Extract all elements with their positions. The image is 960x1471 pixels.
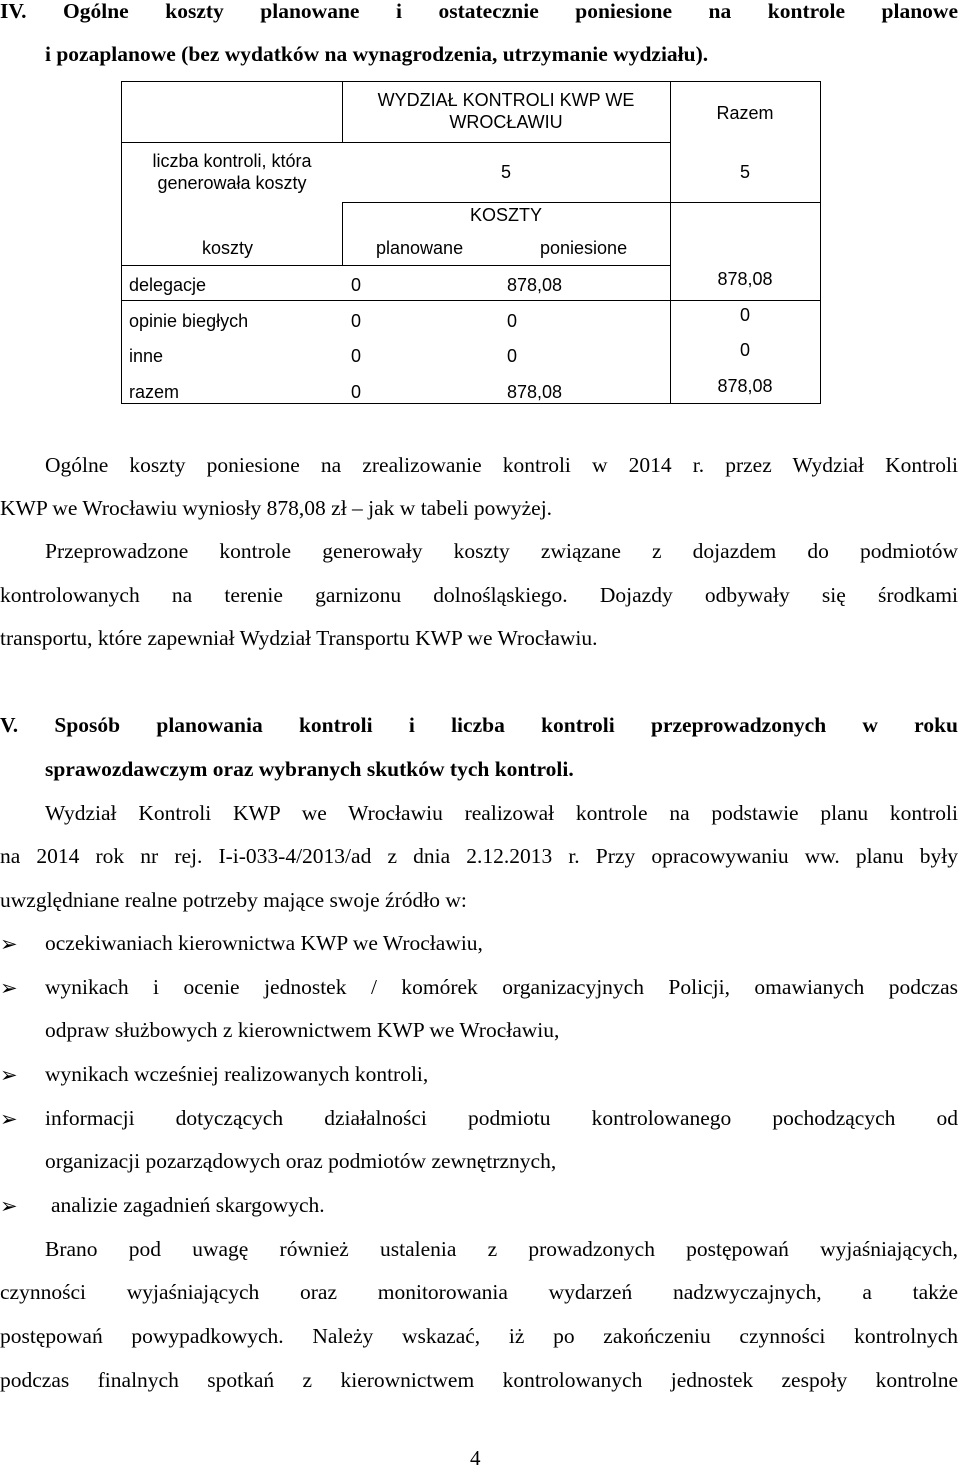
row-poniesione: 878,08 — [507, 275, 563, 295]
page-number: 4 — [470, 1446, 481, 1470]
para4-line3: postępowań powypadkowych. Należy wskazać, iż po zakończeniu czynności kontrolnych — [0, 1324, 958, 1348]
row-label: opinie biegłych — [129, 311, 249, 331]
cost-table — [121, 81, 821, 404]
row-poniesione: 0 — [507, 311, 518, 331]
bullet-arrow-icon: ➢ — [0, 1063, 18, 1087]
para2-line3: transportu, które zapewniał Wydział Transportu KWP we Wrocławiu. — [0, 626, 598, 650]
row-razem: 0 — [739, 340, 750, 360]
para4-line4: podczas finalnych spotkań z kierownictwem kontrolowanych jednostek zespoły kontrolne — [0, 1368, 958, 1392]
para2-line1: Przeprowadzone kontrole generowały koszty związane z dojazdem do podmiotów — [45, 539, 958, 563]
bullet-arrow-icon: ➢ — [0, 1107, 18, 1131]
section-v-title-line1: Sposób planowania kontroli i liczba kontroli przeprowadzonych w roku — [54, 713, 958, 737]
para3-line2: na 2014 rok nr rej. I-i-033-4/2013/ad z dnia 2.12.2013 r. Przy opracowywaniu ww. planu były — [0, 844, 958, 868]
table-header-razem: Razem — [716, 103, 774, 123]
list-item: informacji dotyczących działalności podmiotu kontrolowanego pochodzących od — [45, 1106, 958, 1130]
section-v-number: V. — [0, 713, 19, 737]
row-poniesione: 878,08 — [507, 382, 563, 402]
section-v-title — [0, 704, 958, 747]
section-iv-title — [0, 0, 958, 33]
bullet-arrow-icon: ➢ — [0, 976, 18, 1000]
row-razem: 0 — [739, 305, 750, 325]
count-unit-value: 5 — [500, 162, 511, 182]
koszty-header: KOSZTY — [469, 205, 542, 225]
list-item-continuation: odpraw służbowych z kierownictwem KWP we Wrocławiu, — [45, 1018, 560, 1042]
para4-line1: Brano pod uwagę również ustalenia z prowadzonych postępowań wyjaśniających, — [45, 1237, 958, 1261]
table-header-unit: WYDZIAŁ KONTROLI KWP WE WROCŁAWIU — [377, 90, 635, 132]
count-razem-value: 5 — [739, 162, 750, 182]
row-label: razem — [129, 382, 180, 402]
section-iv-title-line1: Ogólne koszty planowane i ostatecznie poniesione na kontrole planowe — [63, 0, 958, 23]
list-item: wynikach i ocenie jednostek / komórek organizacyjnych Policji, omawianych podczas — [45, 975, 958, 999]
row-planowane: 0 — [351, 382, 362, 402]
section-iv-title-line2: i pozaplanowe (bez wydatków na wynagrodzenia, utrzymanie wydziału). — [45, 42, 709, 66]
col-koszty: koszty — [202, 238, 254, 258]
bullet-arrow-icon: ➢ — [0, 1194, 18, 1218]
row-razem: 878,08 — [717, 376, 773, 396]
row-planowane: 0 — [351, 311, 362, 331]
para2-line2: kontrolowanych na terenie garnizonu dolnośląskiego. Dojazdy odbywały się środkami — [0, 583, 958, 607]
row-razem: 878,08 — [717, 269, 773, 289]
row-planowane: 0 — [351, 346, 362, 366]
bullet-arrow-icon: ➢ — [0, 932, 18, 956]
section-v-title-line2: sprawozdawczym oraz wybranych skutków tych kontroli. — [45, 757, 574, 781]
col-planowane: planowane — [376, 238, 464, 258]
para3-line1: Wydział Kontroli KWP we Wrocławiu realizował kontrole na podstawie planu kontroli — [45, 801, 958, 825]
row-label: inne — [129, 346, 164, 366]
row-planowane: 0 — [351, 275, 362, 295]
list-item: oczekiwaniach kierownictwa KWP we Wrocławiu, — [45, 931, 483, 955]
para3-line3: uwzględniane realne potrzeby mające swoje źródło w: — [0, 888, 467, 912]
row-poniesione: 0 — [507, 346, 518, 366]
row-label: delegacje — [129, 275, 207, 295]
para1-line1: Ogólne koszty poniesione na zrealizowanie kontroli w 2014 r. przez Wydział Kontroli — [45, 453, 958, 477]
list-item-continuation: organizacji pozarządowych oraz podmiotów zewnętrznych, — [45, 1149, 557, 1173]
col-poniesione: poniesione — [540, 238, 628, 258]
para1-line2: KWP we Wrocławiu wyniosły 878,08 zł – jak w tabeli powyżej. — [0, 496, 553, 520]
list-item: wynikach wcześniej realizowanych kontroli, — [45, 1062, 429, 1086]
section-iv-number: IV. — [0, 0, 27, 23]
list-item: analizie zagadnień skargowych. — [51, 1193, 325, 1217]
para4-line2: czynności wyjaśniających oraz monitorowania wydarzeń nadzwyczajnych, a także — [0, 1280, 958, 1304]
count-label: liczba kontroli, która generowała koszty — [152, 151, 312, 193]
